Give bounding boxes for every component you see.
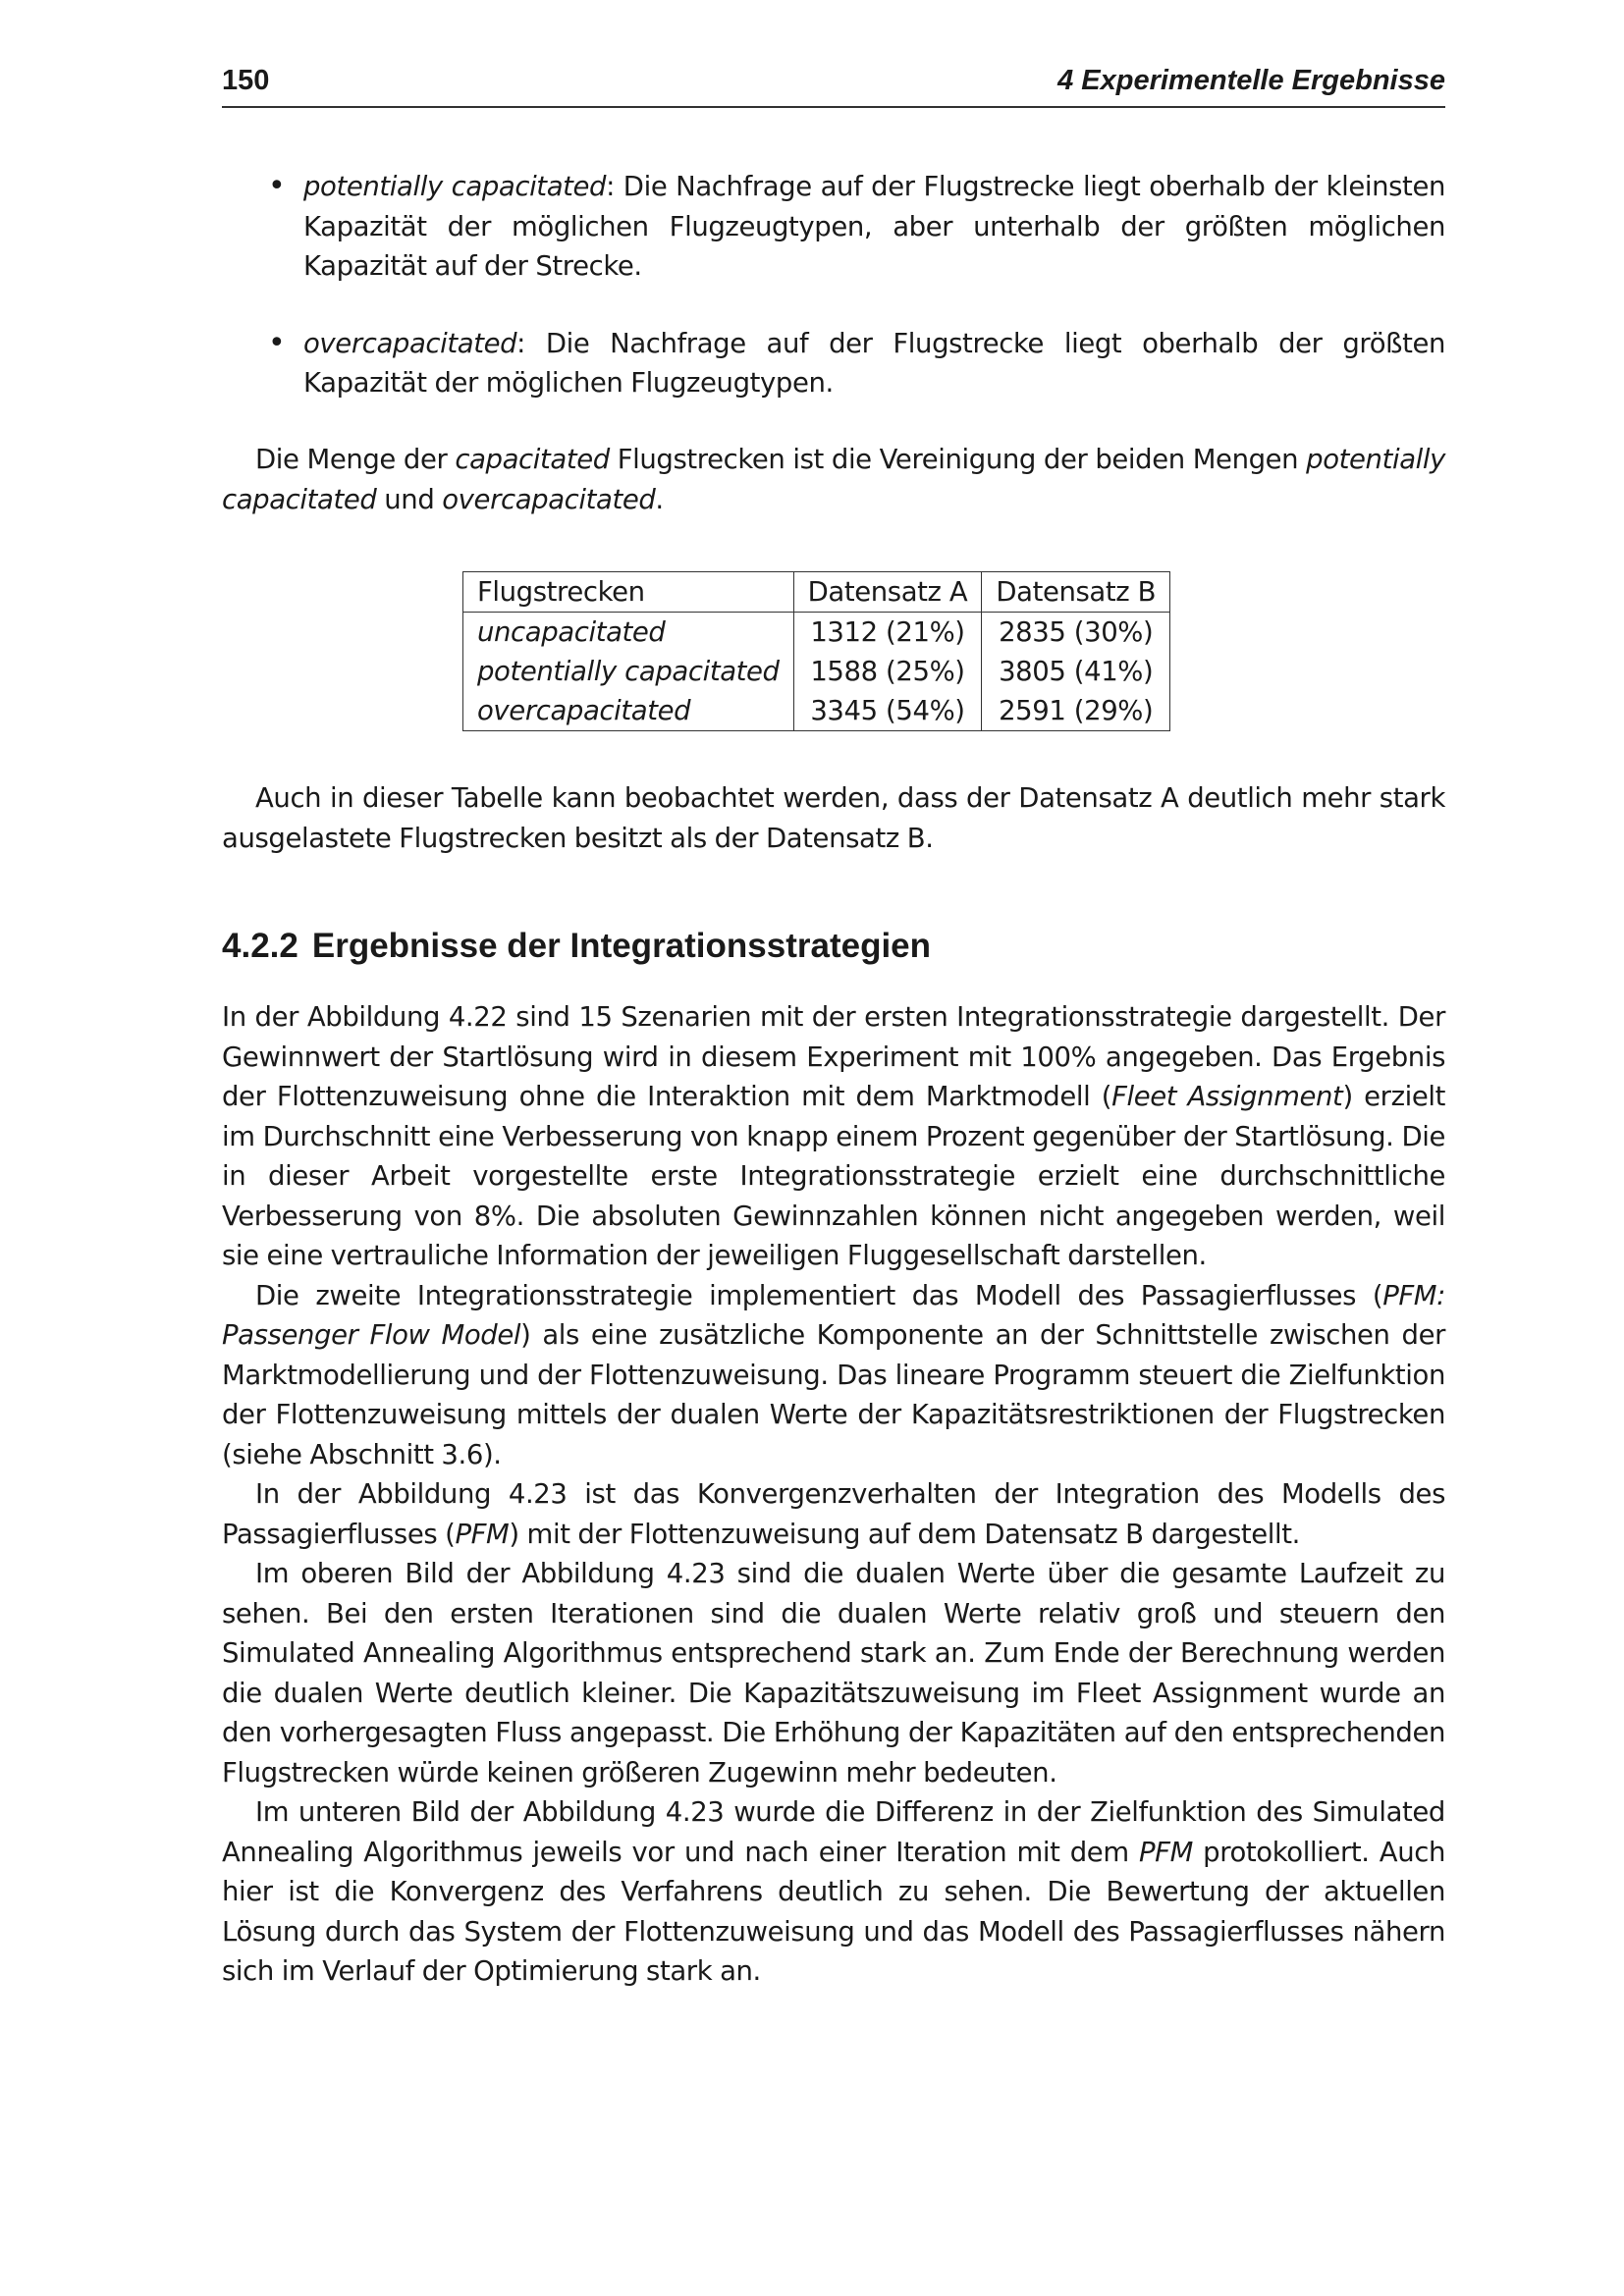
bullet-list: [222, 167, 1445, 441]
paragraph-table-comment: [222, 778, 1445, 858]
table-row: [463, 691, 1170, 731]
text-run: Die Menge der: [255, 444, 456, 475]
book-page: [222, 0, 1445, 2296]
text-run: protokolliert. Auch hier ist die Konvergenz des Verfahrens deutlich zu sehen. Die Bewertung der aktuellen Lösung durch das System der Flottenzuweisung und das Modell des Passagierflusses nähern sich im Verlauf der Optimierung stark an.: [222, 1836, 1445, 1987]
text-run: ) mit der Flottenzuweisung auf dem Datensatz B dargestellt.: [509, 1518, 1300, 1550]
text-run: und: [376, 483, 443, 515]
table-cell: overcapacitated: [463, 691, 794, 731]
text-run: .: [655, 483, 664, 515]
capacity-table: [462, 571, 1170, 731]
bullet-item-potentially-capacitated: [222, 167, 1445, 287]
text-run: ) erzielt im Durchschnitt eine Verbesserung von knapp einem Prozent gegenüber der Startlösung. Die in dieser Arbeit vorgestellte erste Integrationsstrategie erzielt eine durchschnittliche Verbesserung von 8%. Die absoluten Gewinnzahlen können nicht angegeben werden, weil sie eine vertrauliche Information der jeweiligen Fluggesellschaft darstellen.: [222, 1081, 1445, 1271]
paragraph-text: Auch in dieser Tabelle kann beobachtet werden, dass der Datensatz A deutlich mehr stark ausgelastete Flugstrecken besitzt als der Datensatz B.: [222, 782, 1445, 854]
column-header: Flugstrecken: [463, 572, 794, 613]
section-number: 4.2.2: [222, 927, 298, 965]
term-overcapacitated: overcapacitated: [442, 483, 656, 515]
text-run: Flugstrecken ist die Vereinigung der beiden Mengen: [609, 444, 1307, 475]
paragraph-dual-values: Im oberen Bild der Abbildung 4.23 sind die dualen Werte über die gesamte Laufzeit zu sehen. Bei den ersten Iterationen sind die dualen Werte relativ groß und steuern den Simulated Annealing Algorithmus entsprechend stark an. Zum Ende der Berechnung werden die dualen Werte deutlich kleiner. Die Kapazitätszuweisung im Fleet Assignment wurde an den vorhergesagten Fluss angepasst. Die Erhöhung der Kapazitäten auf den entsprechenden Flugstrecken würde keinen größeren Zugewinn mehr bedeuten.: [222, 1558, 1445, 1789]
bullet-term: overcapacitated: [303, 327, 517, 359]
bullet-text: : Die Nachfrage auf der Flugstrecke liegt oberhalb der kleinsten Kapazität der möglichen Flugzeugtypen, aber unterhalb der größten möglichen Kapazität auf der Strecke.: [303, 171, 1445, 282]
column-header: Datensatz A: [793, 572, 982, 613]
bullet-icon: •: [268, 325, 286, 360]
table-cell: 1312 (21%): [793, 613, 982, 653]
table-cell: 2591 (29%): [982, 691, 1170, 731]
table-cell: 3345 (54%): [793, 691, 982, 731]
term-capacitated: capacitated: [455, 444, 610, 475]
text-run: Im unteren Bild der Abbildung 4.23 wurde die Differenz in der Zielfunktion des Simulated Annealing Algorithmus jeweils vor und nach einer Iteration mit dem: [222, 1796, 1445, 1868]
term-pfm: PFM: [1138, 1836, 1193, 1868]
bullet-term: potentially capacitated: [303, 171, 607, 202]
table-row: [463, 613, 1170, 653]
term-pfm: PFM: Passenger Flow Model: [222, 1279, 1445, 1351]
paragraph-strategy-two: [222, 1276, 1445, 1475]
paragraph-strategy-one: [222, 997, 1445, 1276]
text-run: In der Abbildung 4.22 sind 15 Szenarien mit der ersten Integrationsstrategie dargestellt. Der Gewinnwert der Startlösung wird in diesem Experiment mit 100% angegeben. Das Ergebnis der Flottenzuweisung ohne die Interaktion mit dem Marktmodell (: [222, 1001, 1445, 1112]
paragraph-objective-difference: [222, 1792, 1445, 1992]
table-cell: 1588 (25%): [793, 652, 982, 691]
table-cell: 2835 (30%): [982, 613, 1170, 653]
paragraph-capacitated-definition: [222, 440, 1445, 519]
table-cell: 3805 (41%): [982, 652, 1170, 691]
term-fleet-assignment: Fleet Assignment: [1111, 1081, 1343, 1112]
bullet-icon: •: [268, 169, 286, 203]
table-header-row: [463, 572, 1170, 613]
bullet-item-overcapacitated: [222, 324, 1445, 403]
bullet-text: : Die Nachfrage auf der Flugstrecke liegt oberhalb der größten Kapazität der möglichen Flugzeugtypen.: [303, 327, 1445, 399]
column-header: Datensatz B: [982, 572, 1170, 613]
table-cell: potentially capacitated: [463, 652, 794, 691]
section-heading: [222, 925, 931, 968]
text-run: ) als eine zusätzliche Komponente an der Schnittstelle zwischen der Marktmodellierung und der Flottenzuweisung. Das lineare Programm steuert die Zielfunktion der Flottenzuweisung mittels der dualen Werte der Kapazitätsrestriktionen der Flugstrecken (siehe Abschnitt 3.6).: [222, 1319, 1445, 1470]
section-title: Ergebnisse der Integrationsstrategien: [311, 927, 932, 965]
table-cell: uncapacitated: [463, 613, 794, 653]
text-run: Die zweite Integrationsstrategie implementiert das Modell des Passagierflusses (: [255, 1279, 1383, 1311]
page-number: 150: [222, 65, 270, 96]
text-run: In der Abbildung 4.23 ist das Konvergenzverhalten der Integration des Modells des Passagierflusses (: [222, 1478, 1445, 1550]
table-row: [463, 652, 1170, 691]
term-pfm: PFM: [455, 1518, 510, 1550]
term-potentially-capacitated: potentially capacitated: [222, 444, 1445, 515]
running-header: [222, 63, 1445, 108]
section-body: [222, 997, 1445, 1992]
chapter-title: 4 Experimentelle Ergebnisse: [1057, 65, 1445, 96]
paragraph-convergence: [222, 1474, 1445, 1554]
